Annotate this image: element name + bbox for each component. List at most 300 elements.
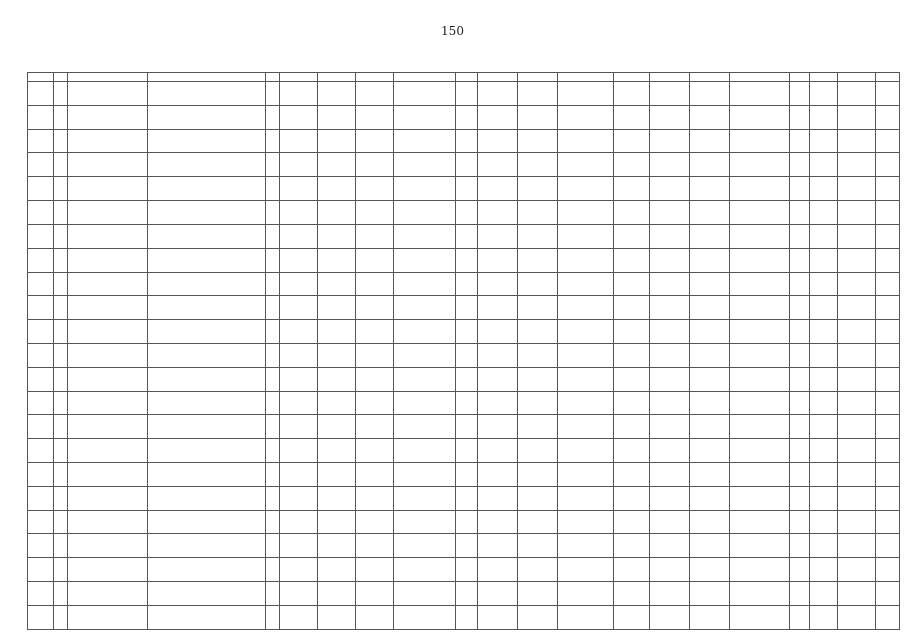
period-3-cell (558, 82, 614, 106)
seq-cell (54, 129, 68, 153)
value-2-cell (318, 224, 356, 248)
address-cell (148, 129, 266, 153)
row-number-cell (28, 510, 54, 534)
year-cell (456, 272, 478, 296)
seq-cell (54, 534, 68, 558)
period-8-cell (790, 510, 810, 534)
value-2-cell (318, 129, 356, 153)
period-6-cell (690, 558, 730, 582)
wall-material-cell (394, 320, 456, 344)
wall-material-cell (394, 582, 456, 606)
table-row (28, 248, 900, 272)
period-8-cell (790, 391, 810, 415)
period-4-cell (614, 224, 650, 248)
period-10-cell (838, 391, 876, 415)
count-cell (266, 439, 280, 463)
owner-cell (68, 439, 148, 463)
period-4-cell (614, 153, 650, 177)
wall-material-cell (394, 534, 456, 558)
period-6-cell (690, 177, 730, 201)
owner-cell (68, 296, 148, 320)
owner-cell (68, 82, 148, 106)
address-cell (148, 391, 266, 415)
value-3-cell (356, 129, 394, 153)
seq-cell (54, 582, 68, 606)
period-2-cell (518, 320, 558, 344)
owner-cell (68, 605, 148, 629)
period-10-cell (838, 320, 876, 344)
period-4-cell (614, 82, 650, 106)
value-2-cell (318, 391, 356, 415)
period-9-cell (810, 224, 838, 248)
value-1-cell (280, 605, 318, 629)
period-8-cell (790, 296, 810, 320)
period-3-cell (558, 153, 614, 177)
period-9-cell (810, 486, 838, 510)
period-11-cell (876, 201, 900, 225)
period-10-cell (838, 153, 876, 177)
wall-material-cell (394, 82, 456, 106)
value-3-cell (356, 415, 394, 439)
seq-cell (54, 224, 68, 248)
count-cell (266, 201, 280, 225)
year-cell (456, 224, 478, 248)
period-4-cell (614, 605, 650, 629)
period-6-cell (690, 605, 730, 629)
period-1-cell (478, 224, 518, 248)
owner-cell (68, 534, 148, 558)
row-number-cell (28, 582, 54, 606)
seq-cell (54, 296, 68, 320)
owner-cell (68, 201, 148, 225)
row-number-cell (28, 201, 54, 225)
period-1-cell (478, 129, 518, 153)
value-2-cell (318, 415, 356, 439)
period-1-cell (478, 534, 518, 558)
value-1-cell (280, 367, 318, 391)
period-2-cell (518, 415, 558, 439)
value-1-cell (280, 320, 318, 344)
owner-cell (68, 582, 148, 606)
period-8-cell (790, 201, 810, 225)
period-8-cell (790, 248, 810, 272)
period-7-cell (730, 320, 790, 344)
period-7-cell (730, 534, 790, 558)
address-cell (148, 510, 266, 534)
table-row (28, 201, 900, 225)
count-cell (266, 224, 280, 248)
period-11-cell (876, 415, 900, 439)
period-2-cell (518, 582, 558, 606)
row-number-cell (28, 415, 54, 439)
period-10-cell (838, 201, 876, 225)
value-3-cell (356, 367, 394, 391)
period-6-cell (690, 463, 730, 487)
period-2-cell (518, 605, 558, 629)
period-7-cell (730, 105, 790, 129)
period-5-cell (650, 582, 690, 606)
period-10-cell (838, 296, 876, 320)
period-10-cell (838, 605, 876, 629)
period-8-cell (790, 486, 810, 510)
address-cell (148, 463, 266, 487)
row-number-cell (28, 129, 54, 153)
owner-cell (68, 129, 148, 153)
period-11-cell (876, 272, 900, 296)
period-9-cell (810, 463, 838, 487)
period-3-cell (558, 201, 614, 225)
count-cell (266, 415, 280, 439)
period-4-cell (614, 177, 650, 201)
value-2-cell (318, 105, 356, 129)
period-3-cell (558, 510, 614, 534)
row-number-cell (28, 534, 54, 558)
table-row (28, 582, 900, 606)
period-7-cell (730, 201, 790, 225)
period-6-cell (690, 486, 730, 510)
stub-address-cell (148, 73, 266, 82)
row-number-cell (28, 177, 54, 201)
wall-material-cell (394, 415, 456, 439)
table-row (28, 105, 900, 129)
address-cell (148, 367, 266, 391)
owner-cell (68, 558, 148, 582)
row-number-cell (28, 105, 54, 129)
owner-cell (68, 343, 148, 367)
seq-cell (54, 272, 68, 296)
value-2-cell (318, 296, 356, 320)
period-7-cell (730, 272, 790, 296)
period-4-cell (614, 343, 650, 367)
address-cell (148, 320, 266, 344)
row-number-cell (28, 558, 54, 582)
period-11-cell (876, 129, 900, 153)
period-3-cell (558, 272, 614, 296)
period-7-cell (730, 439, 790, 463)
seq-cell (54, 177, 68, 201)
period-3-cell (558, 463, 614, 487)
period-7-cell (730, 582, 790, 606)
period-1-cell (478, 272, 518, 296)
period-9-cell (810, 391, 838, 415)
seq-cell (54, 558, 68, 582)
seq-cell (54, 439, 68, 463)
year-cell (456, 248, 478, 272)
period-4-cell (614, 320, 650, 344)
address-cell (148, 296, 266, 320)
value-2-cell (318, 367, 356, 391)
period-10-cell (838, 558, 876, 582)
period-10-cell (838, 534, 876, 558)
period-9-cell (810, 129, 838, 153)
count-cell (266, 153, 280, 177)
count-cell (266, 105, 280, 129)
table-row (28, 272, 900, 296)
period-7-cell (730, 224, 790, 248)
period-11-cell (876, 486, 900, 510)
period-7-cell (730, 463, 790, 487)
wall-material-cell (394, 177, 456, 201)
period-7-cell (730, 558, 790, 582)
period-11-cell (876, 463, 900, 487)
address-cell (148, 439, 266, 463)
period-5-cell (650, 201, 690, 225)
value-2-cell (318, 177, 356, 201)
seq-cell (54, 201, 68, 225)
seq-cell (54, 391, 68, 415)
period-5-cell (650, 534, 690, 558)
wall-material-cell (394, 558, 456, 582)
row-number-cell (28, 391, 54, 415)
owner-cell (68, 463, 148, 487)
period-8-cell (790, 272, 810, 296)
value-3-cell (356, 320, 394, 344)
value-1-cell (280, 272, 318, 296)
period-8-cell (790, 605, 810, 629)
value-2-cell (318, 320, 356, 344)
owner-cell (68, 153, 148, 177)
period-1-cell (478, 391, 518, 415)
count-cell (266, 486, 280, 510)
period-3-cell (558, 343, 614, 367)
wall-material-cell (394, 510, 456, 534)
period-4-cell (614, 367, 650, 391)
period-7-cell (730, 510, 790, 534)
value-1-cell (280, 153, 318, 177)
value-1-cell (280, 510, 318, 534)
value-2-cell (318, 248, 356, 272)
period-11-cell (876, 105, 900, 129)
period-7-cell (730, 177, 790, 201)
period-2-cell (518, 248, 558, 272)
period-9-cell (810, 534, 838, 558)
count-cell (266, 320, 280, 344)
wall-material-cell (394, 129, 456, 153)
year-cell (456, 415, 478, 439)
period-10-cell (838, 343, 876, 367)
period-1-cell (478, 463, 518, 487)
period-7-cell (730, 153, 790, 177)
seq-cell (54, 367, 68, 391)
table-row (28, 224, 900, 248)
period-1-cell (478, 415, 518, 439)
period-6-cell (690, 105, 730, 129)
row-number-cell (28, 367, 54, 391)
year-cell (456, 105, 478, 129)
address-cell (148, 177, 266, 201)
value-1-cell (280, 534, 318, 558)
year-cell (456, 367, 478, 391)
period-11-cell (876, 391, 900, 415)
value-2-cell (318, 605, 356, 629)
count-cell (266, 248, 280, 272)
period-4-cell (614, 129, 650, 153)
period-3-cell (558, 105, 614, 129)
period-6-cell (690, 224, 730, 248)
owner-cell (68, 367, 148, 391)
wall-material-cell (394, 463, 456, 487)
owner-cell (68, 248, 148, 272)
table-row (28, 486, 900, 510)
value-3-cell (356, 272, 394, 296)
row-number-cell (28, 343, 54, 367)
row-number-cell (28, 320, 54, 344)
period-8-cell (790, 105, 810, 129)
period-6-cell (690, 129, 730, 153)
row-number-cell (28, 272, 54, 296)
period-1-cell (478, 320, 518, 344)
period-6-cell (690, 153, 730, 177)
value-3-cell (356, 391, 394, 415)
period-4-cell (614, 272, 650, 296)
value-1-cell (280, 248, 318, 272)
period-3-cell (558, 248, 614, 272)
period-2-cell (518, 105, 558, 129)
table-body (28, 73, 900, 630)
period-11-cell (876, 224, 900, 248)
period-11-cell (876, 248, 900, 272)
period-8-cell (790, 82, 810, 106)
period-7-cell (730, 82, 790, 106)
value-3-cell (356, 605, 394, 629)
period-11-cell (876, 320, 900, 344)
period-6-cell (690, 201, 730, 225)
count-cell (266, 582, 280, 606)
value-1-cell (280, 558, 318, 582)
value-3-cell (356, 201, 394, 225)
value-1-cell (280, 129, 318, 153)
period-1-cell (478, 248, 518, 272)
period-9-cell (810, 153, 838, 177)
owner-cell (68, 320, 148, 344)
period-5-cell (650, 343, 690, 367)
period-8-cell (790, 558, 810, 582)
year-cell (456, 391, 478, 415)
period-9-cell (810, 605, 838, 629)
period-3-cell (558, 582, 614, 606)
value-1-cell (280, 224, 318, 248)
period-2-cell (518, 272, 558, 296)
period-4-cell (614, 296, 650, 320)
value-1-cell (280, 296, 318, 320)
wall-material-cell (394, 391, 456, 415)
value-3-cell (356, 105, 394, 129)
period-9-cell (810, 415, 838, 439)
owner-cell (68, 391, 148, 415)
row-number-cell (28, 248, 54, 272)
period-11-cell (876, 177, 900, 201)
year-cell (456, 558, 478, 582)
period-5-cell (650, 272, 690, 296)
count-cell (266, 343, 280, 367)
period-6-cell (690, 391, 730, 415)
period-2-cell (518, 153, 558, 177)
period-9-cell (810, 582, 838, 606)
period-7-cell (730, 415, 790, 439)
period-8-cell (790, 320, 810, 344)
period-3-cell (558, 320, 614, 344)
value-3-cell (356, 486, 394, 510)
value-1-cell (280, 391, 318, 415)
value-1-cell (280, 439, 318, 463)
value-2-cell (318, 486, 356, 510)
period-7-cell (730, 129, 790, 153)
period-1-cell (478, 82, 518, 106)
period-10-cell (838, 582, 876, 606)
wall-material-cell (394, 296, 456, 320)
period-7-cell (730, 296, 790, 320)
owner-cell (68, 177, 148, 201)
period-2-cell (518, 558, 558, 582)
value-3-cell (356, 296, 394, 320)
period-11-cell (876, 296, 900, 320)
count-cell (266, 272, 280, 296)
period-10-cell (838, 367, 876, 391)
period-11-cell (876, 534, 900, 558)
address-cell (148, 558, 266, 582)
period-3-cell (558, 391, 614, 415)
value-3-cell (356, 82, 394, 106)
year-cell (456, 486, 478, 510)
period-10-cell (838, 486, 876, 510)
count-cell (266, 129, 280, 153)
period-6-cell (690, 582, 730, 606)
count-cell (266, 367, 280, 391)
value-1-cell (280, 177, 318, 201)
period-5-cell (650, 415, 690, 439)
period-5-cell (650, 367, 690, 391)
period-5-cell (650, 224, 690, 248)
wall-material-cell (394, 105, 456, 129)
year-cell (456, 582, 478, 606)
row-number-cell (28, 463, 54, 487)
period-8-cell (790, 463, 810, 487)
row-number-cell (28, 82, 54, 106)
count-cell (266, 177, 280, 201)
address-cell (148, 272, 266, 296)
value-1-cell (280, 343, 318, 367)
period-10-cell (838, 82, 876, 106)
period-9-cell (810, 320, 838, 344)
table-row (28, 391, 900, 415)
seq-cell (54, 343, 68, 367)
period-1-cell (478, 105, 518, 129)
period-1-cell (478, 177, 518, 201)
period-2-cell (518, 391, 558, 415)
period-4-cell (614, 463, 650, 487)
period-3-cell (558, 534, 614, 558)
period-3-cell (558, 367, 614, 391)
period-1-cell (478, 486, 518, 510)
wall-material-cell (394, 272, 456, 296)
count-cell (266, 534, 280, 558)
period-7-cell (730, 391, 790, 415)
period-5-cell (650, 82, 690, 106)
stub-row (28, 73, 900, 82)
period-5-cell (650, 320, 690, 344)
count-cell (266, 296, 280, 320)
period-3-cell (558, 224, 614, 248)
period-9-cell (810, 296, 838, 320)
value-1-cell (280, 463, 318, 487)
period-6-cell (690, 248, 730, 272)
table-row (28, 367, 900, 391)
period-11-cell (876, 439, 900, 463)
table-row (28, 343, 900, 367)
row-number-cell (28, 153, 54, 177)
owner-cell (68, 224, 148, 248)
period-9-cell (810, 82, 838, 106)
